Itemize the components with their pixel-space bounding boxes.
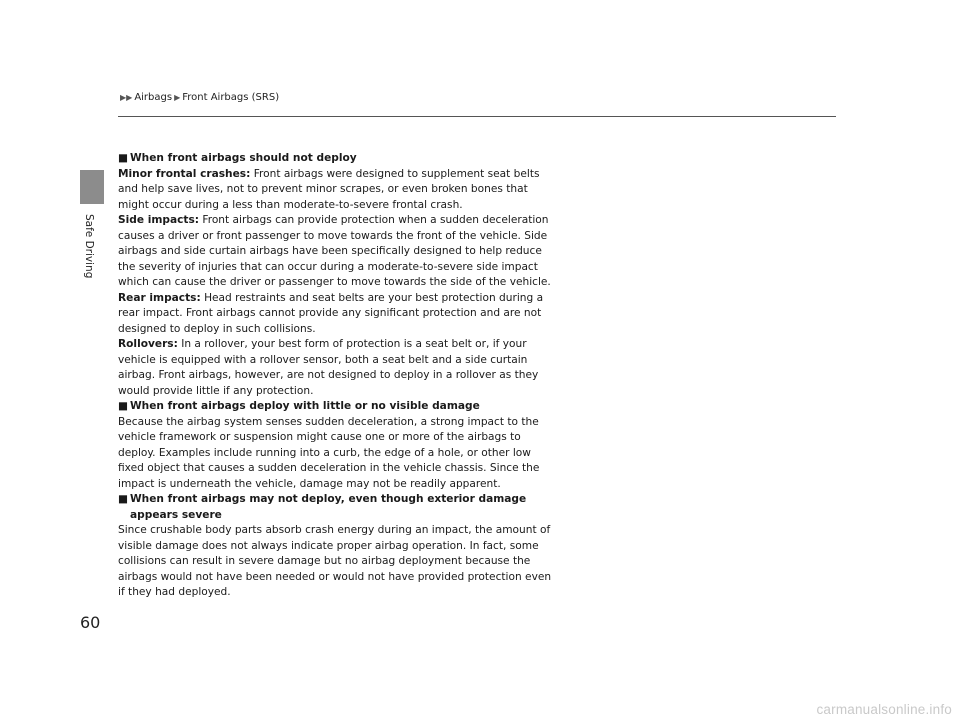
breadcrumb-arrow-icon: ▶▶ xyxy=(120,93,133,102)
section-heading-text: When front airbags should not deploy xyxy=(130,152,357,164)
watermark: carmanualsonline.info xyxy=(816,702,952,717)
section-heading-text: When front airbags deploy with little or no visible damage xyxy=(130,400,480,412)
term-label: Minor frontal crashes: xyxy=(118,167,251,180)
paragraph-little-damage: Because the airbag system senses sudden deceleration, a strong impact to the vehicle framework or suspension might cause one or more of the airbags to deploy. Examples include running into a curb, the edge of a hole, or other low fixed object that causes a sudden deceleration in the vehicle chassis. Since the impact is underneath the vehicle, damage may not be readily apparent. xyxy=(118,415,540,490)
section-heading xyxy=(118,492,558,523)
breadcrumb xyxy=(120,92,279,103)
breadcrumb-item-front-airbags[interactable]: Front Airbags (SRS) xyxy=(182,92,280,103)
term-text: In a rollover, your best form of protection is a seat belt or, if your vehicle is equipped with a rollover sensor, both a seat belt and a side curtain airbag. Front airbags, however, are not designed to deploy in a rollover as they would provide little if any protection. xyxy=(118,338,539,397)
paragraph-rollovers xyxy=(118,337,558,399)
section-heading xyxy=(118,151,558,167)
term-label: Rollovers: xyxy=(118,338,178,350)
chapter-label: Safe Driving xyxy=(83,214,95,279)
term-text: Front airbags can provide protection when a sudden deceleration causes a driver or front passenger to move towards the front of the vehicle. Side airbags and side curtain airbags have been specifically designed to help reduce the severity of injuries that can occur during a moderate-to-severe side impact which can cause the driver or passenger to move towards the side of the vehicle. xyxy=(118,214,551,288)
square-bullet-icon: ■ xyxy=(118,400,129,412)
square-bullet-icon: ■ xyxy=(118,493,129,505)
chapter-tab-marker xyxy=(80,170,104,204)
term-text: Head restraints and seat belts are your best protection during a rear impact. Front airbags cannot provide any significant protection and are not designed to deploy in such collisions. xyxy=(118,291,544,335)
term-text: Front airbags were designed to supplement seat belts and help save lives, not to prevent minor scrapes, or even broken bones that might occur during a less than moderate-to-severe frontal crash. xyxy=(118,167,540,211)
term-label: Rear impacts: xyxy=(118,291,201,304)
paragraph-rear-impacts xyxy=(118,291,558,338)
paragraph-minor-frontal xyxy=(118,167,558,214)
square-bullet-icon: ■ xyxy=(118,152,129,164)
section-heading xyxy=(118,399,558,415)
term-label: Side impacts: xyxy=(118,214,200,226)
breadcrumb-item-airbags[interactable]: Airbags xyxy=(134,92,173,103)
paragraph-side-impacts xyxy=(118,213,558,291)
section-heading-text: When front airbags may not deploy, even though exterior damage appears severe xyxy=(130,493,527,521)
header-divider xyxy=(118,116,836,117)
paragraph-severe-damage: Since crushable body parts absorb crash energy during an impact, the amount of visible damage does not always indicate proper airbag operation. In fact, some collisions can result in severe damage but no airbag deployment because the airbags would not have been needed or would not have provided protection even if they had deployed. xyxy=(118,524,552,598)
page-content xyxy=(118,151,558,601)
breadcrumb-arrow-icon: ▶ xyxy=(174,93,181,102)
page-number: 60 xyxy=(80,613,101,632)
